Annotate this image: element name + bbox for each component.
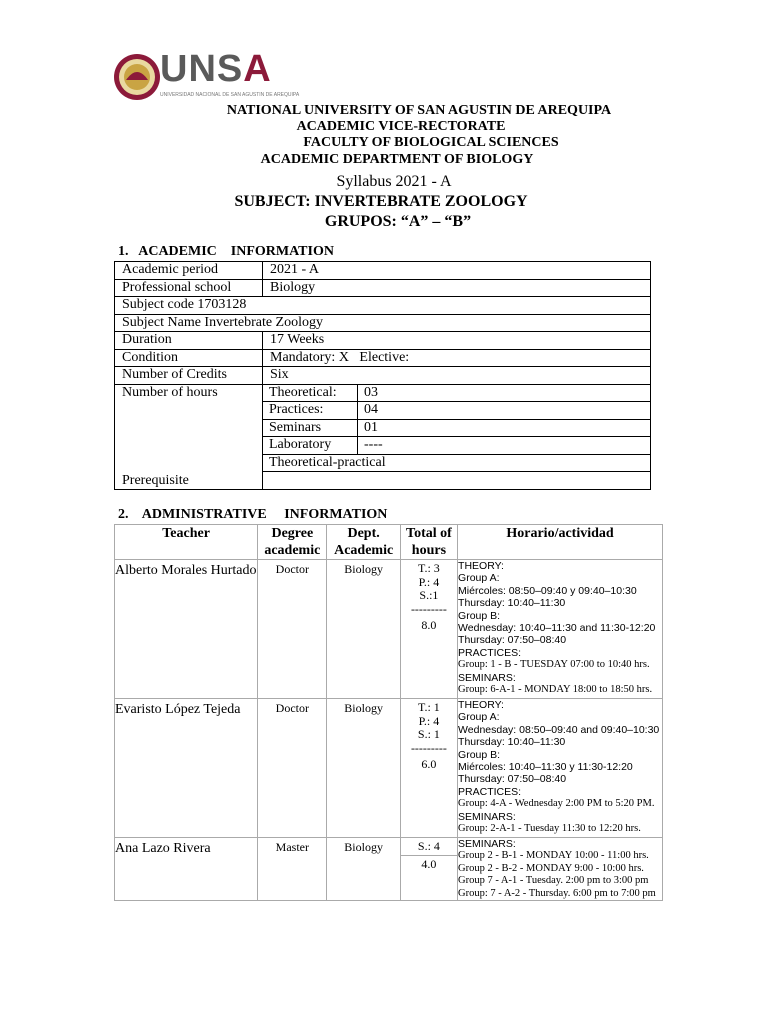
teacher-degree: Doctor (258, 699, 327, 838)
hours-theory: T.: 3 (418, 561, 440, 575)
laboratory-value: ---- (358, 437, 651, 455)
period-label: Academic period (115, 262, 263, 280)
teacher-name: Ana Lazo Rivera (115, 838, 258, 901)
schedule-line: Group 2 - B-2 - MONDAY 9:00 - 10:00 hrs. (458, 862, 644, 874)
table-row (115, 279, 651, 297)
table-row (115, 349, 651, 367)
table-row (115, 472, 651, 490)
teacher-degree: Master (258, 838, 327, 901)
schedule-line: Group B: (458, 748, 501, 761)
school-label: Professional school (115, 279, 263, 297)
table-row (115, 297, 651, 315)
prerequisite-label: Prerequisite (115, 472, 263, 490)
schedule-line: Group A: (458, 711, 500, 724)
syllabus-title: Syllabus 2021 - A (336, 173, 452, 190)
duration-label: Duration (115, 332, 263, 350)
schedule-line: Thursday: 10:40–11:30 (458, 597, 566, 610)
schedule-line: Group 7 - A-1 - Tuesday. 2:00 pm to 3:00 pm (458, 875, 649, 887)
schedule-line: Group: 2-A-1 - Tuesday 11:30 to 12:20 hrs. (458, 823, 641, 835)
col-degree: Degree academic (258, 525, 327, 560)
theoretical-label: Theoretical: (263, 384, 358, 402)
prerequisite-value (263, 472, 651, 490)
hours-divider: --------- (410, 601, 447, 616)
theoretical-value: 03 (358, 384, 651, 402)
period-value: 2021 - A (263, 262, 651, 280)
school-value: Biology (263, 279, 651, 297)
schedule-line: Wednesday: 08:50–09:40 and 09:40–10:30 (458, 723, 660, 736)
hours-theory: T.: 1 (418, 700, 440, 714)
hours-total: 8.0 (421, 618, 437, 632)
schedule-line: Thursday: 10:40–11:30 (458, 736, 566, 749)
academic-info-table (114, 261, 651, 490)
teacher-schedule (458, 838, 663, 901)
practices-label: Practices: (263, 402, 358, 420)
subject-title: SUBJECT: INVERTEBRATE ZOOLOGY (234, 193, 528, 210)
schedule-line: Group: 7 - A-2 - Thursday. 6:00 pm to 7:00 pm (458, 887, 656, 899)
hours-practice: P.: 4 (418, 574, 440, 589)
logo-brand: UNSA (160, 48, 272, 90)
hours-seminar: S.: 1 (417, 727, 440, 741)
schedule-line: Thursday: 07:50–08:40 (458, 634, 567, 647)
table-row (115, 367, 651, 385)
practices-value: 04 (358, 402, 651, 420)
teacher-dept: Biology (327, 838, 400, 901)
schedule-line: THEORY: (458, 560, 504, 572)
schedule-line: Thursday: 07:50–08:40 (458, 773, 567, 786)
hours-total: 6.0 (421, 757, 437, 771)
subject-code: Subject code 1703128 (115, 297, 651, 315)
table-row (115, 560, 663, 699)
schedule-line: Group B: (458, 609, 501, 622)
condition-value: Mandatory: X Elective: (263, 349, 651, 367)
header-faculty: FACULTY OF BIOLOGICAL SCIENCES (303, 135, 559, 150)
administrative-info-table (114, 524, 663, 901)
table-row (115, 332, 651, 350)
teacher-dept: Biology (327, 699, 400, 838)
hours-total: 4.0 (421, 856, 437, 871)
col-hours: Total of hours (400, 525, 457, 560)
header-vice-rectorate: ACADEMIC VICE-RECTORATE (296, 119, 506, 134)
header-university: NATIONAL UNIVERSITY OF SAN AGUSTIN DE AREQUIPA (226, 103, 612, 118)
credits-value: Six (263, 367, 651, 385)
schedule-line: SEMINARS: (458, 838, 516, 850)
schedule-line: Group: 6-A-1 - MONDAY 18:00 to 18:50 hrs. (458, 684, 653, 696)
seminars-value: 01 (358, 419, 651, 437)
schedule-line: Group 2 - B-1 - MONDAY 10:00 - 11:00 hrs. (458, 850, 649, 862)
schedule-line: Group: 4-A - Wednesday 2:00 PM to 5:20 PM. (458, 798, 655, 810)
table-row (115, 838, 663, 901)
section-academic-title: 1. ACADEMIC INFORMATION (118, 244, 334, 259)
theoretical-practical-label: Theoretical-practical (263, 454, 651, 472)
teacher-schedule (458, 560, 663, 699)
section-admin-title: 2. ADMINISTRATIVE INFORMATION (118, 507, 388, 522)
col-teacher: Teacher (115, 525, 258, 560)
table-row (115, 262, 651, 280)
teacher-hours (400, 699, 457, 838)
schedule-line: Wednesday: 10:40–11:30 and 11:30-12:20 (458, 622, 656, 635)
hours-seminar: S.: 4 (401, 840, 457, 856)
teacher-dept: Biology (327, 560, 400, 699)
hours-divider: --------- (410, 740, 447, 755)
hours-practice: P.: 4 (418, 713, 440, 728)
credits-label: Number of Credits (115, 367, 263, 385)
col-schedule: Horario/actividad (458, 525, 663, 560)
subject-name: Subject Name Invertebrate Zoology (115, 314, 651, 332)
teacher-hours (400, 838, 457, 901)
hours-seminar: S.:1 (419, 588, 439, 602)
table-row (115, 384, 651, 402)
schedule-line: PRACTICES: (458, 785, 522, 798)
schedule-line: Group: 1 - B - TUESDAY 07:00 to 10:40 hrs. (458, 659, 650, 671)
table-row (115, 699, 663, 838)
table-row (115, 314, 651, 332)
groups-title: GRUPOS: “A” – “B” (324, 213, 472, 230)
schedule-line: PRACTICES: (458, 646, 522, 659)
teacher-name: Alberto Morales Hurtado (115, 560, 258, 699)
laboratory-label: Laboratory (263, 437, 358, 455)
teacher-hours (400, 560, 457, 699)
col-dept: Dept. Academic (327, 525, 400, 560)
logo-tagline: UNIVERSIDAD NACIONAL DE SAN AGUSTIN DE AREQUIPA (160, 92, 300, 98)
schedule-line: Miércoles: 08:50–09:40 y 09:40–10:30 (458, 584, 637, 597)
schedule-line: Miércoles: 10:40–11:30 y 11:30-12:20 (458, 761, 633, 774)
duration-value: 17 Weeks (263, 332, 651, 350)
teacher-schedule (458, 699, 663, 838)
table-header-row (115, 525, 663, 560)
schedule-line: SEMINARS: (458, 671, 516, 684)
schedule-line: Group A: (458, 572, 500, 585)
schedule-line: THEORY: (458, 699, 504, 711)
condition-label: Condition (115, 349, 263, 367)
header-department: ACADEMIC DEPARTMENT OF BIOLOGY (260, 152, 534, 167)
seminars-label: Seminars (263, 419, 358, 437)
hours-label: Number of hours (115, 384, 263, 472)
teacher-name: Evaristo López Tejeda (115, 699, 258, 838)
schedule-line: SEMINARS: (458, 810, 516, 823)
teacher-degree: Doctor (258, 560, 327, 699)
